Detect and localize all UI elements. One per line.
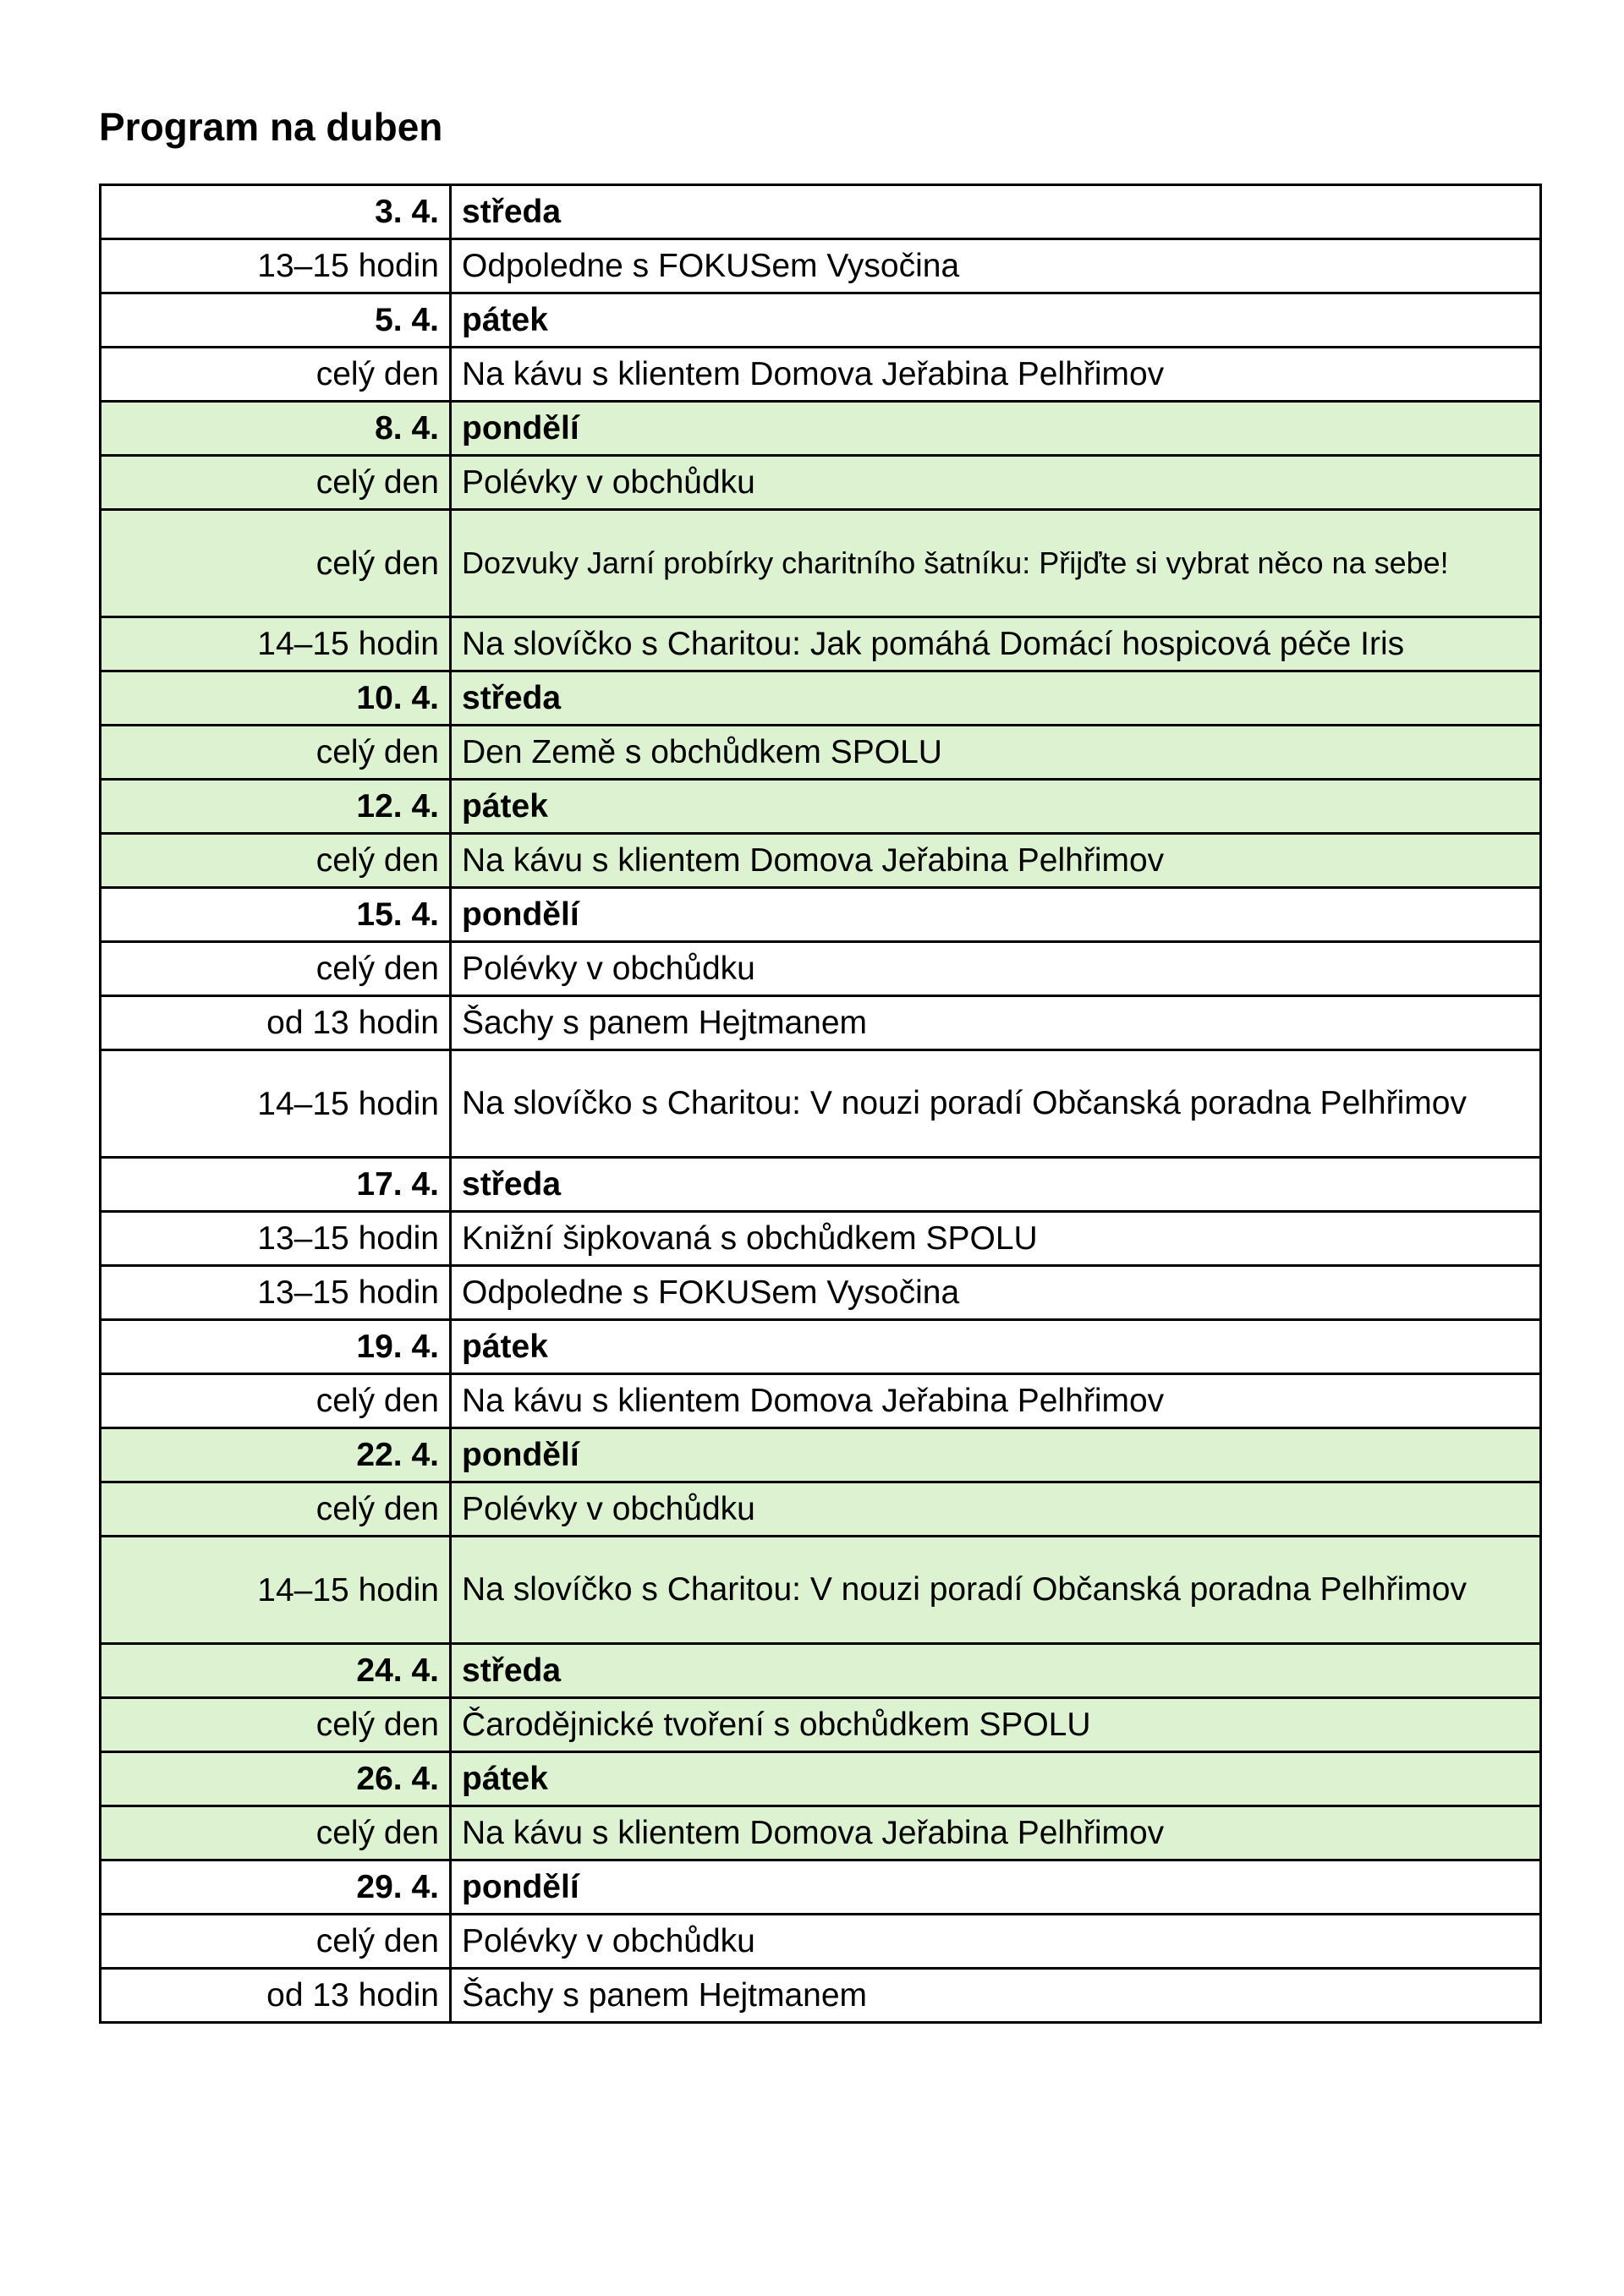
date-row xyxy=(101,780,1541,834)
date-cell: 10. 4. xyxy=(101,671,451,726)
time-cell: celý den xyxy=(101,456,451,510)
event-cell: Na slovíčko s Charitou: V nouzi poradí Občanská poradna Pelhřimov xyxy=(451,1537,1541,1644)
event-row xyxy=(101,996,1541,1050)
weekday-cell: pátek xyxy=(451,293,1541,348)
date-row xyxy=(101,1320,1541,1374)
date-cell: 17. 4. xyxy=(101,1158,451,1212)
event-cell: Na kávu s klientem Domova Jeřabina Pelhřimov xyxy=(451,348,1541,402)
event-row xyxy=(101,1537,1541,1644)
weekday-cell: středa xyxy=(451,1644,1541,1698)
weekday-cell: středa xyxy=(451,185,1541,239)
date-row xyxy=(101,1158,1541,1212)
event-cell: Na kávu s klientem Domova Jeřabina Pelhřimov xyxy=(451,1374,1541,1428)
date-row xyxy=(101,888,1541,942)
date-cell: 8. 4. xyxy=(101,402,451,456)
event-cell: Odpoledne s FOKUSem Vysočina xyxy=(451,239,1541,293)
date-cell: 19. 4. xyxy=(101,1320,451,1374)
time-cell: celý den xyxy=(101,510,451,617)
page-title: Program na duben xyxy=(99,105,443,149)
weekday-cell: pondělí xyxy=(451,402,1541,456)
event-row xyxy=(101,1698,1541,1752)
event-row xyxy=(101,456,1541,510)
time-cell: 13–15 hodin xyxy=(101,239,451,293)
date-cell: 5. 4. xyxy=(101,293,451,348)
time-cell: celý den xyxy=(101,726,451,780)
event-cell: Polévky v obchůdku xyxy=(451,942,1541,996)
date-cell: 24. 4. xyxy=(101,1644,451,1698)
time-cell: celý den xyxy=(101,1374,451,1428)
date-cell: 22. 4. xyxy=(101,1428,451,1482)
date-cell: 12. 4. xyxy=(101,780,451,834)
weekday-cell: pátek xyxy=(451,1320,1541,1374)
date-row xyxy=(101,1860,1541,1915)
event-cell: Polévky v obchůdku xyxy=(451,456,1541,510)
event-cell: Na kávu s klientem Domova Jeřabina Pelhřimov xyxy=(451,1806,1541,1860)
event-cell: Odpoledne s FOKUSem Vysočina xyxy=(451,1266,1541,1320)
time-cell: celý den xyxy=(101,1806,451,1860)
event-cell: Dozvuky Jarní probírky charitního šatníku: Přijďte si vybrat něco na sebe! xyxy=(451,510,1541,617)
time-cell: celý den xyxy=(101,1915,451,1969)
time-cell: 13–15 hodin xyxy=(101,1266,451,1320)
event-row xyxy=(101,1482,1541,1537)
event-row xyxy=(101,617,1541,671)
weekday-cell: pátek xyxy=(451,1752,1541,1806)
event-cell: Čarodějnické tvoření s obchůdkem SPOLU xyxy=(451,1698,1541,1752)
event-row xyxy=(101,239,1541,293)
event-cell: Na slovíčko s Charitou: Jak pomáhá Domácí hospicová péče Iris xyxy=(451,617,1541,671)
date-row xyxy=(101,402,1541,456)
date-row xyxy=(101,293,1541,348)
event-row xyxy=(101,1915,1541,1969)
event-row xyxy=(101,1266,1541,1320)
event-cell: Na slovíčko s Charitou: V nouzi poradí Občanská poradna Pelhřimov xyxy=(451,1050,1541,1158)
time-cell: od 13 hodin xyxy=(101,1969,451,2023)
time-cell: od 13 hodin xyxy=(101,996,451,1050)
event-cell: Šachy s panem Hejtmanem xyxy=(451,1969,1541,2023)
weekday-cell: pátek xyxy=(451,780,1541,834)
date-row xyxy=(101,1428,1541,1482)
time-cell: celý den xyxy=(101,1482,451,1537)
event-row xyxy=(101,510,1541,617)
event-row xyxy=(101,942,1541,996)
time-cell: 14–15 hodin xyxy=(101,617,451,671)
date-row xyxy=(101,1752,1541,1806)
event-cell: Knižní šipkovaná s obchůdkem SPOLU xyxy=(451,1212,1541,1266)
time-cell: 14–15 hodin xyxy=(101,1050,451,1158)
time-cell: celý den xyxy=(101,1698,451,1752)
time-cell: 13–15 hodin xyxy=(101,1212,451,1266)
event-cell: Polévky v obchůdku xyxy=(451,1915,1541,1969)
event-row xyxy=(101,1374,1541,1428)
date-cell: 26. 4. xyxy=(101,1752,451,1806)
event-cell: Polévky v obchůdku xyxy=(451,1482,1541,1537)
event-cell: Šachy s panem Hejtmanem xyxy=(451,996,1541,1050)
date-row xyxy=(101,185,1541,239)
date-row xyxy=(101,1644,1541,1698)
event-row xyxy=(101,1969,1541,2023)
date-cell: 15. 4. xyxy=(101,888,451,942)
event-row xyxy=(101,1050,1541,1158)
event-row xyxy=(101,348,1541,402)
program-table xyxy=(99,184,1542,2024)
event-row xyxy=(101,1212,1541,1266)
weekday-cell: středa xyxy=(451,1158,1541,1212)
weekday-cell: pondělí xyxy=(451,1860,1541,1915)
weekday-cell: středa xyxy=(451,671,1541,726)
program-table-body xyxy=(101,185,1541,2023)
event-row xyxy=(101,726,1541,780)
event-cell: Den Země s obchůdkem SPOLU xyxy=(451,726,1541,780)
date-row xyxy=(101,671,1541,726)
event-cell: Na kávu s klientem Domova Jeřabina Pelhřimov xyxy=(451,834,1541,888)
date-cell: 29. 4. xyxy=(101,1860,451,1915)
weekday-cell: pondělí xyxy=(451,1428,1541,1482)
time-cell: celý den xyxy=(101,348,451,402)
time-cell: 14–15 hodin xyxy=(101,1537,451,1644)
date-cell: 3. 4. xyxy=(101,185,451,239)
weekday-cell: pondělí xyxy=(451,888,1541,942)
event-row xyxy=(101,1806,1541,1860)
event-row xyxy=(101,834,1541,888)
time-cell: celý den xyxy=(101,942,451,996)
time-cell: celý den xyxy=(101,834,451,888)
